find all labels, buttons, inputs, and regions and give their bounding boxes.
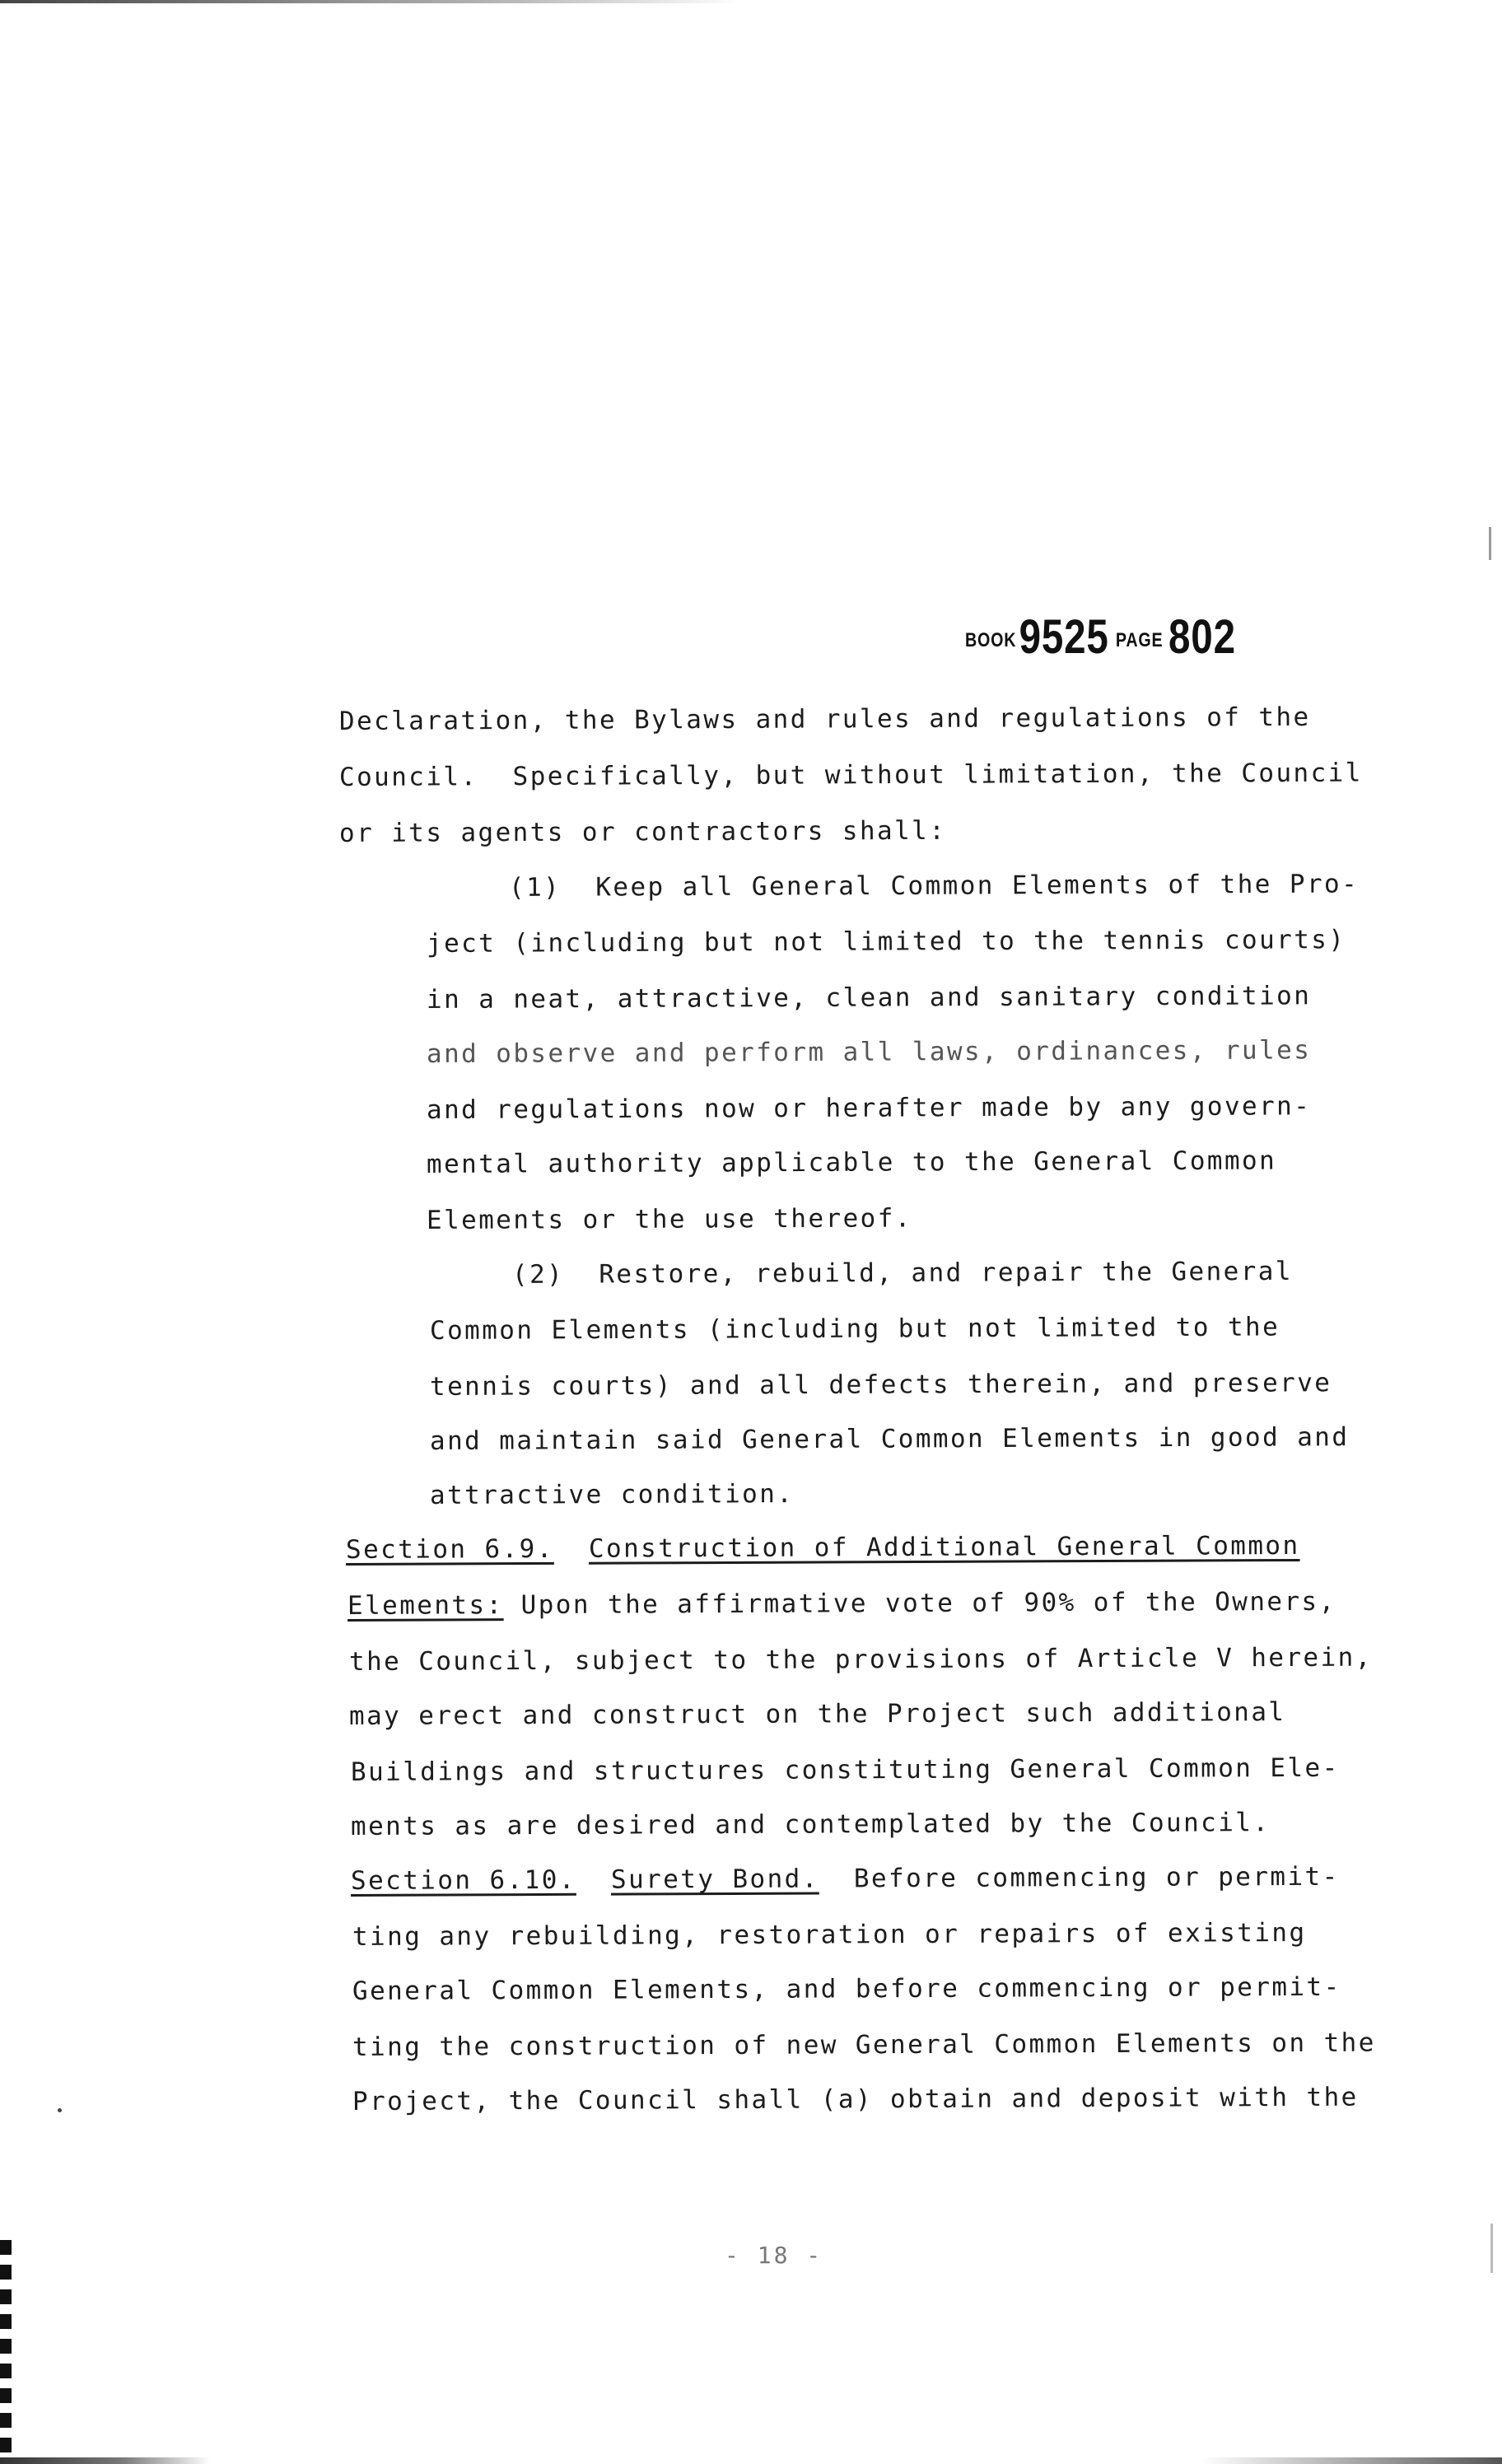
text-line: Declaration, the Bylaws and rules and regulations of the — [338, 702, 1311, 736]
footer-page-number: - 18 - — [725, 2242, 823, 2269]
section-6-9-heading-line — [346, 1529, 1300, 1566]
text-line: in a neat, attractive, clean and sanitary condition — [426, 981, 1312, 1015]
text-line: attractive condition. — [429, 1479, 795, 1510]
text-line: or its agents or contractors shall: — [338, 815, 947, 848]
section-6-10-heading-line: Section 6.10. Surety Bond. Before commencing or permit- — [350, 1861, 1340, 1896]
book-number: 9525 — [1019, 610, 1109, 664]
section-number: Section 6.9. — [345, 1533, 554, 1565]
book-page-stamp — [965, 609, 1236, 665]
text-line: Buildings and structures constituting General Common Ele- — [350, 1752, 1340, 1787]
text-line: (1) Keep all General Common Elements of the Pro- — [508, 869, 1360, 903]
book-label: BOOK — [965, 629, 1017, 651]
scan-bottom-edge — [0, 2457, 1502, 2464]
text-line: may erect and construct on the Project such additional — [348, 1697, 1286, 1731]
text-line: Project, the Council shall (a) obtain and deposit with the — [352, 2082, 1359, 2116]
scan-left-margin-artifact — [0, 2240, 12, 2464]
section-6-9-line: Elements: Upon the affirmative vote of 90% of the Owners, — [347, 1586, 1336, 1621]
page-label: PAGE — [1115, 629, 1164, 651]
section-title: Construction of Additional General Common — [588, 1530, 1300, 1564]
page-number-stamp: 802 — [1168, 610, 1236, 664]
scan-speck — [1489, 527, 1491, 560]
text-line: ting the construction of new General Common Elements on the — [352, 2028, 1376, 2062]
text-line: and regulations now or herafter made by any govern- — [426, 1091, 1312, 1125]
text-line: Council. Specifically, but without limitation, the Council — [338, 758, 1363, 792]
section-number: Section 6.10. — [350, 1864, 576, 1896]
text-line: (2) Restore, rebuild, and repair the General — [511, 1256, 1293, 1290]
text-line: ments as are desired and contemplated by the Council. — [350, 1808, 1271, 1841]
scan-speck — [1490, 2224, 1493, 2273]
text-line: ting any rebuilding, restoration or repairs of existing — [352, 1917, 1307, 1952]
section-title: Elements: — [347, 1590, 504, 1621]
text-line: the Council, subject to the provisions of Article V herein, — [348, 1642, 1373, 1677]
text-line: Elements or the use thereof. — [426, 1203, 912, 1235]
text-line: tennis courts) and all defects therein, and preserve — [429, 1368, 1332, 1402]
text-line: General Common Elements, and before commencing or permit- — [352, 1972, 1341, 2006]
text-line: and maintain said General Common Elements in good and — [429, 1422, 1350, 1456]
text-line: mental authority applicable to the General Common — [426, 1146, 1277, 1179]
text-line: and observe and perform all laws, ordinances, rules — [426, 1035, 1312, 1069]
text-line: ject (including but not limited to the tennis courts) — [426, 925, 1346, 959]
scan-speck — [58, 2108, 62, 2112]
section-title: Surety Bond. — [610, 1864, 819, 1895]
scan-top-edge — [0, 0, 741, 3]
text-line: Common Elements (including but not limited to the — [429, 1312, 1280, 1346]
